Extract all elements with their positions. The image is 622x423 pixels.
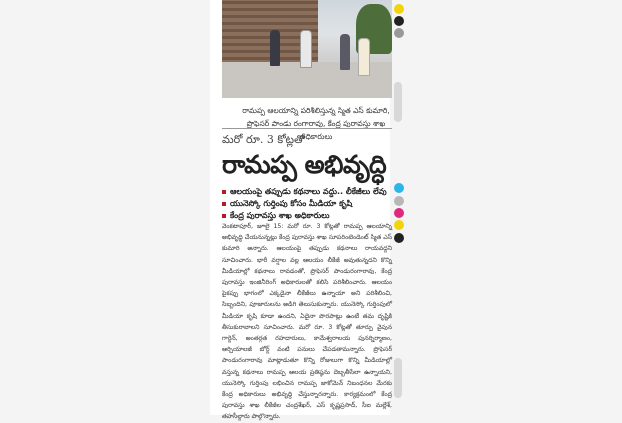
scroll-bar[interactable] <box>394 82 402 122</box>
temple-photo <box>222 0 392 98</box>
person-1 <box>270 30 280 66</box>
bullet-item: యునెస్కో గుర్తింపు కోసం మీడియా కృషి <box>222 198 394 210</box>
scroll-bar[interactable] <box>394 358 402 398</box>
grey-register-dot <box>394 28 404 38</box>
cyan-register-dot <box>394 183 404 193</box>
person-2 <box>300 30 312 68</box>
grey-register-dot <box>394 196 404 206</box>
article-body: వెంకటాపూర్, జూలై 15: మరో రూ. 3 కోట్లతో రామప్ప ఆలయాన్ని అభివృద్ధి చేయనున్నట్లు కేంద్ర పురావస్తు శాఖ సూపరింటెండెంట్ స్మిత ఎస్ కుమారి అన్నారు. ఆలయంపై తప్పుడు కథనాలు రాయవద్దని సూచించారు. భారీ వర్షాల వల్ల ఆలయం లీకేజీ అవుతున్నదని కొన్ని మీడియాల్లో కథనాలు రావడంతో, ప్రొఫెసర్ పాండురంగారావు, కేంద్ర పురావస్తు ఇంజినీరింగ్ అధికారులతో కలిసి పరిశీలించారు. ఆలయం పైకప్పు భాగంలో ఎక్కడైనా లీకేజీలు ఉన్నాయా అని పరిశీలించి, సిబ్బందిని, పూజారులను అడిగి తెలుసుకున్నారు. యునెస్కో గుర్తింపులో మీడియా కృషి కూడా ఉందని, ఏదైనా పొరపాట్లు ఉంటే తమ దృష్టికి తీసుకురావాలని సూచించారు. మరో రూ. 3 కోట్లతో తూర్పు వైపున గార్డెన్, అంతర్గత రహదారులు, కామేశ్వరాలయ పునర్నిర్మాణం, ఆర్చియాలజీ బోర్డ్ వంటి పనులు చేపడతామన్నారు. ప్రొఫెసర్ పాండురంగారావు మాట్లాడుతూ కొన్ని రోజులుగా కొన్ని మీడియాల్లో వస్తున్న కథనాలు రామప్ప ఆలయ ప్రతిష్ఠను దెబ్బతీసేలా ఉన్నాయని, యునెస్కో గుర్తింపు లభించిన రామప్ప జాకోమెన్ నిబంధనల మేరకు కేంద్ర అధికారులు అభివృద్ధి చేస్తున్నారన్నారు. కార్యక్రమంలో కేంద్ర పురావస్తు శాఖ లీకేజీల చంద్రశేఖర్, ఎస్ కృష్ణప్రసాద్, సీఐ మల్లేశ్, తహసీల్దారు పాల్గొన్నారు. <box>222 223 392 421</box>
yellow-register-dot <box>394 4 404 14</box>
black-register-dot <box>394 233 404 243</box>
person-3 <box>340 34 350 70</box>
bullet-item: ఆలయంపై తప్పుడు కథనాలు వద్దు.. లీకేజీలు లేవు <box>222 186 394 198</box>
kicker: మరో రూ. 3 కోట్లతో <box>222 133 305 146</box>
yellow-register-dot <box>394 220 404 230</box>
person-4 <box>358 38 370 76</box>
photo-caption: రామప్ప ఆలయాన్ని పరిశీలిస్తున్న స్మిత ఎస్ కుమారి, ప్రొఫెసర్ పాండు రంగారావు, కేంద్ర పురావస్తు శాఖ అధికారులు <box>242 106 390 141</box>
divider <box>222 128 392 129</box>
black-register-dot <box>394 16 404 26</box>
magenta-register-dot <box>394 208 404 218</box>
bullet-item: కేంద్ర పురావస్తు శాఖ అధికారులు <box>222 210 394 222</box>
headline: రామప్ప అభివృద్ధి <box>222 150 387 179</box>
newspaper-clipping <box>210 0 392 421</box>
bullet-list <box>222 186 394 222</box>
